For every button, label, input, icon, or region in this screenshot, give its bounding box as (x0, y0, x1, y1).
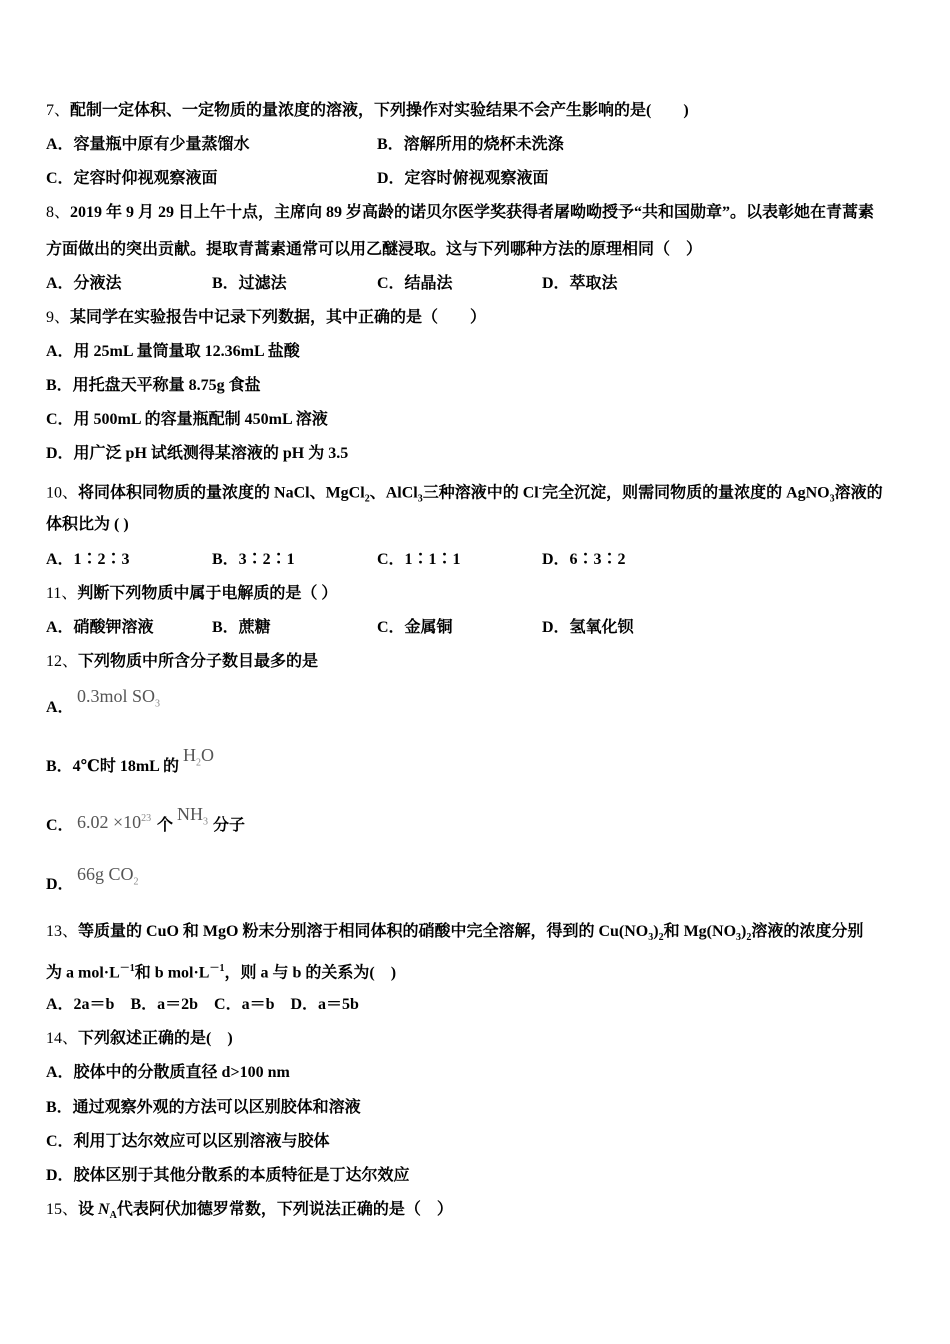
option: C．定容时仰视观察液面 (46, 170, 218, 187)
question-15-stem (46, 1200, 453, 1226)
option: A．1∶2∶3 (46, 551, 130, 568)
option-b: B．4℃时 18mL 的 (46, 758, 179, 775)
question-7-stem (46, 101, 689, 121)
superscript: - (538, 483, 543, 494)
option: C．1∶1∶1 (377, 551, 461, 568)
question-number: 7、 (46, 102, 71, 119)
question-14-stem (46, 1029, 233, 1049)
question-number: 13、 (46, 923, 79, 940)
option: C．用 500mL 的容量瓶配制 450mL 溶液 (46, 411, 328, 428)
option: D．用广泛 pH 试纸测得某溶液的 pH 为 3.5 (46, 445, 349, 462)
question-12-stem (46, 652, 318, 672)
question-number: 8、 (46, 204, 71, 221)
option: D．胶体区别于其他分散系的本质特征是丁达尔效应 (46, 1167, 410, 1184)
option: D．6∶3∶2 (542, 551, 626, 568)
subscript: 2 (196, 757, 201, 769)
option: B．溶解所用的烧杯未洗涤 (377, 136, 564, 153)
stem-text: 溶液的浓度分别 (751, 923, 864, 940)
question-10-stem-cont: 体积比为 ( ) (46, 516, 129, 533)
option: C．利用丁达尔效应可以区别溶液与胶体 (46, 1133, 330, 1150)
formula-text: 6.02 ×10 (77, 812, 142, 832)
option-c-tail: 分子 (213, 817, 246, 834)
formula-image (77, 864, 139, 893)
question-number: 11、 (46, 585, 78, 602)
superscript: 23 (141, 813, 152, 824)
stem-text: ) (741, 923, 747, 940)
question-13-stem-cont (46, 959, 396, 983)
question-number: 12、 (46, 653, 79, 670)
question-13-stem (46, 922, 863, 948)
option: A．胶体中的分散质直径 d>100 nm (46, 1064, 290, 1081)
stem-text: 、AlCl (369, 484, 418, 502)
avogadro-symbol: N (98, 1201, 110, 1218)
option-c-label: C． (46, 817, 74, 834)
formula-text: 0.3mol SO (77, 686, 156, 706)
stem-text: 将同体积同物质的量浓度的 NaCl、MgCl (78, 484, 365, 502)
option: D．定容时俯视观察液面 (377, 170, 549, 187)
stem-text: 下列物质中所含分子数目最多的是 (78, 653, 319, 670)
stem-text: 2019 年 9 月 29 日上午十点，主席向 89 岁高龄的诺贝尔医学奖获得者屠呦呦授予“共和国勋章”。以表彰她在青蒿素 (70, 204, 875, 221)
stem-text: 设 (78, 1201, 99, 1218)
subscript: 3 (829, 493, 835, 505)
option: D．萃取法 (542, 275, 618, 292)
question-number: 10、 (46, 484, 79, 502)
options: A．2a＝b B．a＝2b C．a＝b D．a＝5b (46, 996, 359, 1013)
formula-text: O (201, 745, 214, 765)
formula-image (183, 745, 214, 774)
stem-text: 判断下列物质中属于电解质的是（ ） (77, 585, 338, 602)
stem-text: 三种溶液中的 Cl (422, 484, 539, 502)
subscript: 2 (746, 932, 752, 944)
stem-text: 某同学在实验报告中记录下列数据，其中正确的是（ ） (70, 309, 487, 326)
stem-text: 等质量的 CuO 和 MgO 粉末分别溶于相同体积的硝酸中完全溶解，得到的 Cu(NO (78, 923, 649, 940)
subscript: 3 (417, 493, 423, 505)
stem-text: ，则 a 与 b 的关系为( ) (224, 964, 397, 982)
question-8-stem (46, 203, 874, 223)
subscript: 2 (658, 932, 664, 944)
subscript: 3 (155, 698, 161, 710)
option: B．用托盘天平称量 8.75g 食盐 (46, 377, 261, 394)
option: B．通过观察外观的方法可以区别胶体和溶液 (46, 1099, 361, 1116)
stem-text: 溶液的 (834, 484, 883, 502)
question-number: 15、 (46, 1201, 79, 1218)
option: A．硝酸钾溶液 (46, 619, 154, 636)
option: B．过滤法 (212, 275, 287, 292)
question-8-stem-cont: 方面做出的突出贡献。提取青蒿素通常可以用乙醚浸取。这与下列哪种方法的原理相同（ ） (46, 241, 703, 258)
option: A．用 25mL 量筒量取 12.36mL 盐酸 (46, 343, 300, 360)
formula-image (77, 686, 160, 715)
question-number: 9、 (46, 309, 71, 326)
option: B．3∶2∶1 (212, 551, 295, 568)
stem-text: 和 Mg(NO (663, 923, 737, 940)
option-c-text: 个 (157, 817, 174, 834)
stem-text: ) (653, 923, 659, 940)
superscript: －1 (119, 963, 135, 974)
stem-text: 配制一定体积、一定物质的量浓度的溶液，下列操作对实验结果不会产生影响的是( ) (70, 102, 689, 119)
option: D．氢氧化钡 (542, 619, 634, 636)
option-d: D． (46, 876, 74, 893)
formula-image (177, 804, 208, 833)
stem-text: 和 b mol·L (134, 964, 210, 982)
option: B．蔗糖 (212, 619, 271, 636)
question-10-stem (46, 479, 883, 510)
stem-text: 完全沉淀，则需同物质的量浓度的 AgNO (542, 484, 830, 502)
subscript: 2 (133, 876, 139, 888)
subscript: 3 (203, 816, 208, 828)
formula-text: H (183, 745, 196, 765)
formula-text: 66g CO (77, 864, 134, 884)
superscript: －1 (209, 963, 225, 974)
subscript: A (109, 1210, 117, 1222)
question-9-stem (46, 308, 486, 328)
formula-text: NH (177, 804, 203, 824)
formula-image (77, 809, 151, 832)
subscript: 3 (736, 932, 742, 944)
option-a: A． (46, 699, 74, 716)
stem-text: 为 a mol·L (46, 964, 120, 982)
stem-text: 代表阿伏加德罗常数，下列说法正确的是（ ） (116, 1201, 453, 1218)
option: A．分液法 (46, 275, 122, 292)
question-11-stem (46, 584, 337, 604)
question-number: 14、 (46, 1030, 79, 1047)
option: C．结晶法 (377, 275, 453, 292)
subscript: 2 (364, 493, 370, 505)
option: C．金属铜 (377, 619, 453, 636)
stem-text: 下列叙述正确的是( ) (78, 1030, 233, 1047)
option: A．容量瓶中原有少量蒸馏水 (46, 136, 250, 153)
subscript: 3 (648, 932, 654, 944)
